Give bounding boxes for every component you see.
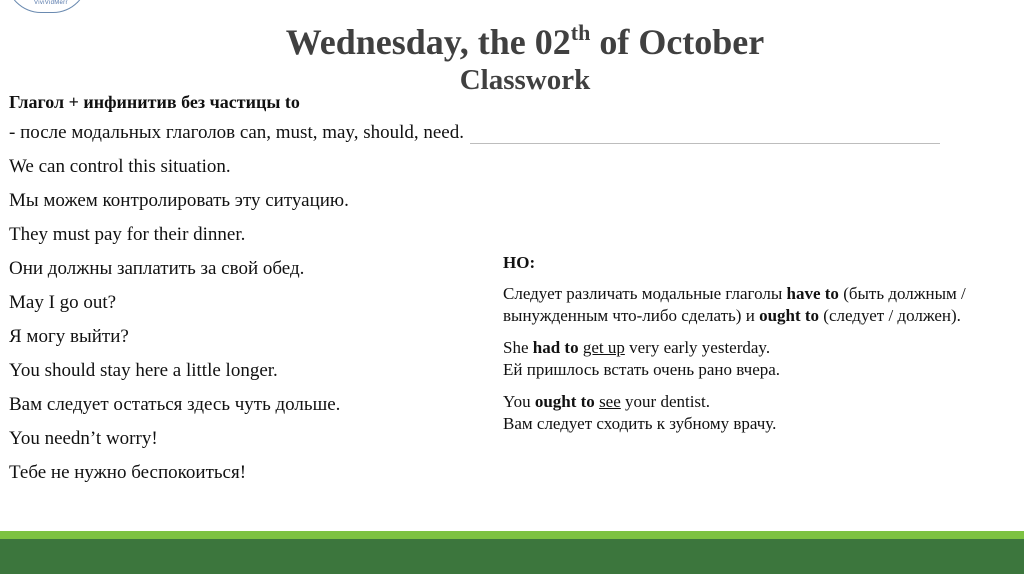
example-ru: Вам следует остаться здесь чуть дольше. [9,394,341,415]
example-ru: Они должны заплатить за свой обед. [9,258,305,279]
example-ru: Мы можем контролировать эту ситуацию. [9,190,349,211]
example-text: She [503,338,533,357]
note-text: (быть должным / вынужденным что-либо сделать) и [503,284,966,325]
note-text: (следует / должен). [819,306,961,325]
logo-text: ViviVidMerr [34,0,68,6]
example-ru: Тебе не нужно беспокоиться! [9,462,247,483]
but-heading: НО: [503,253,536,272]
title-date-suffix: th [570,20,591,45]
example-text: You [503,392,535,411]
example-verb: see [599,392,621,411]
example-verb: get up [582,338,625,357]
example-translation: Вам следует сходить к зубному врачу. [503,414,777,433]
slide-subtitle: Classwork [459,64,591,96]
rule-line: - после модальных глаголов can, must, may, should, need. [9,122,464,143]
title-date-month: of October [590,22,765,62]
example-en: You should stay here a little longer. [9,360,278,381]
title-date-prefix: Wednesday, the 02 [285,22,571,62]
example-text: your dentist. [620,392,711,411]
slide-title [37,22,1013,62]
footer-bar [0,539,1024,574]
example-en: May I go out? [9,292,117,313]
note-term-have-to: have to [786,284,839,303]
rule-heading: Глагол + инфинитив без частицы to [9,92,300,112]
note-text: Следует различать модальные глаголы [503,284,787,303]
example-translation: Ей пришлось встать очень рано вчера. [503,360,781,379]
left-column [9,90,569,494]
example-text: very early yesterday. [624,338,771,357]
distinction-note [503,283,973,327]
example-modal: ought to [534,392,595,411]
footer-accent-bar [0,531,1024,539]
right-column [503,252,973,445]
example-had-to [503,337,973,381]
example-ru: Я могу выйти? [9,326,129,347]
example-modal: had to [532,338,579,357]
example-ought-to [503,391,973,435]
note-term-ought-to: ought to [759,306,820,325]
example-en: They must pay for their dinner. [9,224,246,245]
example-en: We can control this situation. [9,156,231,177]
example-en: You needn’t worry! [9,428,158,449]
